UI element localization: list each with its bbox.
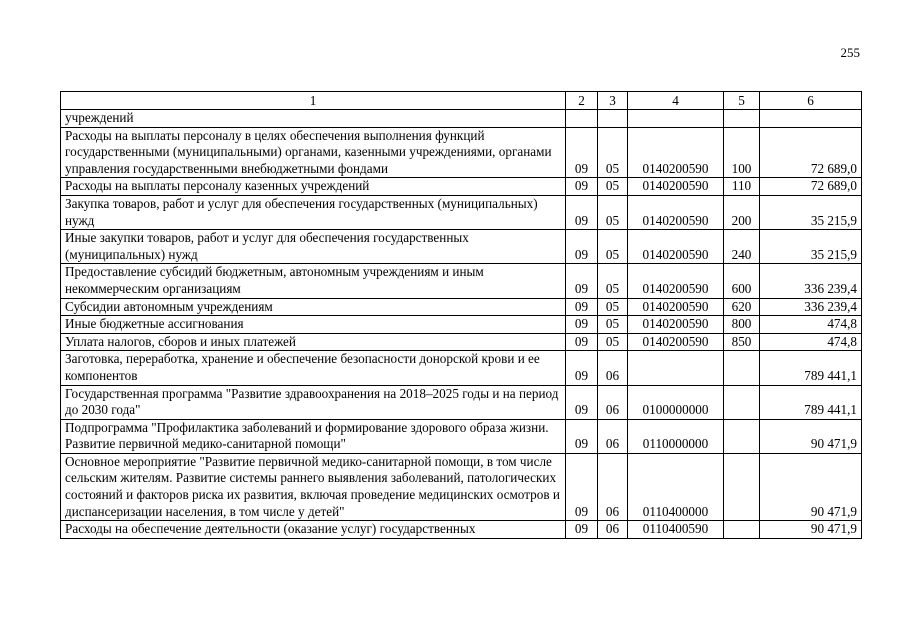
row-target-article-cell: 0140200590 [628, 178, 724, 196]
row-amount-cell: 90 471,9 [760, 521, 862, 539]
column-header: 4 [628, 92, 724, 110]
row-amount-cell: 789 441,1 [760, 351, 862, 385]
row-amount-cell: 474,8 [760, 333, 862, 351]
row-name-cell: Закупка товаров, работ и услуг для обеспечения государственных (муниципальных) нужд [61, 195, 566, 229]
row-target-article-cell: 0110400590 [628, 521, 724, 539]
row-section-cell: 09 [566, 316, 598, 334]
row-subsection-cell: 06 [598, 351, 628, 385]
table-row [61, 521, 862, 539]
row-section-cell: 09 [566, 264, 598, 298]
column-header: 6 [760, 92, 862, 110]
row-subsection-cell: 05 [598, 230, 628, 264]
row-target-article-cell: 0140200590 [628, 195, 724, 229]
row-expense-type-cell [724, 521, 760, 539]
budget-table [60, 91, 862, 539]
page-number: 255 [840, 45, 860, 60]
row-name-cell: Подпрограмма "Профилактика заболеваний и формирование здорового образа жизни. Развитие первичной медико-санитарной помощи" [61, 419, 566, 453]
row-expense-type-cell: 110 [724, 178, 760, 196]
row-name-cell: Основное мероприятие "Развитие первичной медико-санитарной помощи, в том числе сельским жителям. Развитие системы раннего выявления заболеваний, патологических состояний и факторов риска их развития, включая проведение медицинских осмотров и диспансеризации населения, в том числе у детей" [61, 453, 566, 520]
row-expense-type-cell [724, 419, 760, 453]
row-amount-cell: 35 215,9 [760, 230, 862, 264]
row-section-cell: 09 [566, 127, 598, 178]
row-subsection-cell: 06 [598, 453, 628, 520]
column-header: 2 [566, 92, 598, 110]
column-header: 3 [598, 92, 628, 110]
row-target-article-cell: 0110000000 [628, 419, 724, 453]
table-header-row [61, 92, 862, 110]
row-subsection-cell: 06 [598, 385, 628, 419]
table-row [61, 453, 862, 520]
row-amount-cell: 336 239,4 [760, 264, 862, 298]
row-subsection-cell: 05 [598, 333, 628, 351]
row-name-cell: учреждений [61, 110, 566, 128]
row-section-cell: 09 [566, 453, 598, 520]
table-row [61, 419, 862, 453]
table-row [61, 230, 862, 264]
row-expense-type-cell: 850 [724, 333, 760, 351]
row-name-cell: Уплата налогов, сборов и иных платежей [61, 333, 566, 351]
row-section-cell [566, 110, 598, 128]
row-name-cell: Иные бюджетные ассигнования [61, 316, 566, 334]
row-target-article-cell: 0140200590 [628, 316, 724, 334]
row-section-cell: 09 [566, 178, 598, 196]
row-subsection-cell: 05 [598, 127, 628, 178]
row-name-cell: Заготовка, переработка, хранение и обеспечение безопасности донорской крови и ее компонентов [61, 351, 566, 385]
table-row [61, 351, 862, 385]
table-row [61, 298, 862, 316]
row-amount-cell: 336 239,4 [760, 298, 862, 316]
row-amount-cell: 90 471,9 [760, 419, 862, 453]
row-expense-type-cell [724, 453, 760, 520]
row-target-article-cell: 0140200590 [628, 333, 724, 351]
table-row [61, 178, 862, 196]
row-section-cell: 09 [566, 385, 598, 419]
row-target-article-cell [628, 110, 724, 128]
row-target-article-cell: 0110400000 [628, 453, 724, 520]
row-target-article-cell: 0140200590 [628, 298, 724, 316]
row-name-cell: Субсидии автономным учреждениям [61, 298, 566, 316]
row-section-cell: 09 [566, 333, 598, 351]
row-amount-cell: 72 689,0 [760, 178, 862, 196]
row-expense-type-cell [724, 351, 760, 385]
row-subsection-cell: 05 [598, 264, 628, 298]
row-section-cell: 09 [566, 230, 598, 264]
row-section-cell: 09 [566, 195, 598, 229]
row-amount-cell: 789 441,1 [760, 385, 862, 419]
row-expense-type-cell: 240 [724, 230, 760, 264]
row-target-article-cell: 0140200590 [628, 230, 724, 264]
row-name-cell: Государственная программа "Развитие здравоохранения на 2018–2025 годы и на период до 2030 года" [61, 385, 566, 419]
row-name-cell: Иные закупки товаров, работ и услуг для обеспечения государственных (муниципальных) нужд [61, 230, 566, 264]
row-amount-cell [760, 110, 862, 128]
row-section-cell: 09 [566, 298, 598, 316]
row-name-cell: Расходы на выплаты персоналу в целях обеспечения выполнения функций государственными (муниципальными) органами, казенными учреждениями, органами управления государственными внебюджетными фондами [61, 127, 566, 178]
table-row [61, 333, 862, 351]
row-amount-cell: 90 471,9 [760, 453, 862, 520]
row-target-article-cell: 0100000000 [628, 385, 724, 419]
row-target-article-cell: 0140200590 [628, 127, 724, 178]
row-subsection-cell: 05 [598, 316, 628, 334]
row-expense-type-cell: 600 [724, 264, 760, 298]
row-section-cell: 09 [566, 351, 598, 385]
table-row [61, 385, 862, 419]
table-row [61, 316, 862, 334]
row-expense-type-cell: 100 [724, 127, 760, 178]
row-subsection-cell: 06 [598, 419, 628, 453]
row-target-article-cell [628, 351, 724, 385]
row-expense-type-cell: 200 [724, 195, 760, 229]
table-row [61, 264, 862, 298]
row-subsection-cell: 05 [598, 178, 628, 196]
row-subsection-cell: 06 [598, 521, 628, 539]
row-section-cell: 09 [566, 419, 598, 453]
row-expense-type-cell: 620 [724, 298, 760, 316]
row-subsection-cell: 05 [598, 298, 628, 316]
row-section-cell: 09 [566, 521, 598, 539]
row-expense-type-cell [724, 385, 760, 419]
row-name-cell: Расходы на обеспечение деятельности (оказание услуг) государственных [61, 521, 566, 539]
row-amount-cell: 72 689,0 [760, 127, 862, 178]
row-expense-type-cell [724, 110, 760, 128]
row-amount-cell: 35 215,9 [760, 195, 862, 229]
row-subsection-cell [598, 110, 628, 128]
row-target-article-cell: 0140200590 [628, 264, 724, 298]
row-amount-cell: 474,8 [760, 316, 862, 334]
table-row [61, 127, 862, 178]
column-header: 5 [724, 92, 760, 110]
row-name-cell: Расходы на выплаты персоналу казенных учреждений [61, 178, 566, 196]
row-expense-type-cell: 800 [724, 316, 760, 334]
column-header: 1 [61, 92, 566, 110]
table-row [61, 110, 862, 128]
row-subsection-cell: 05 [598, 195, 628, 229]
table-row [61, 195, 862, 229]
row-name-cell: Предоставление субсидий бюджетным, автономным учреждениям и иным некоммерческим организациям [61, 264, 566, 298]
